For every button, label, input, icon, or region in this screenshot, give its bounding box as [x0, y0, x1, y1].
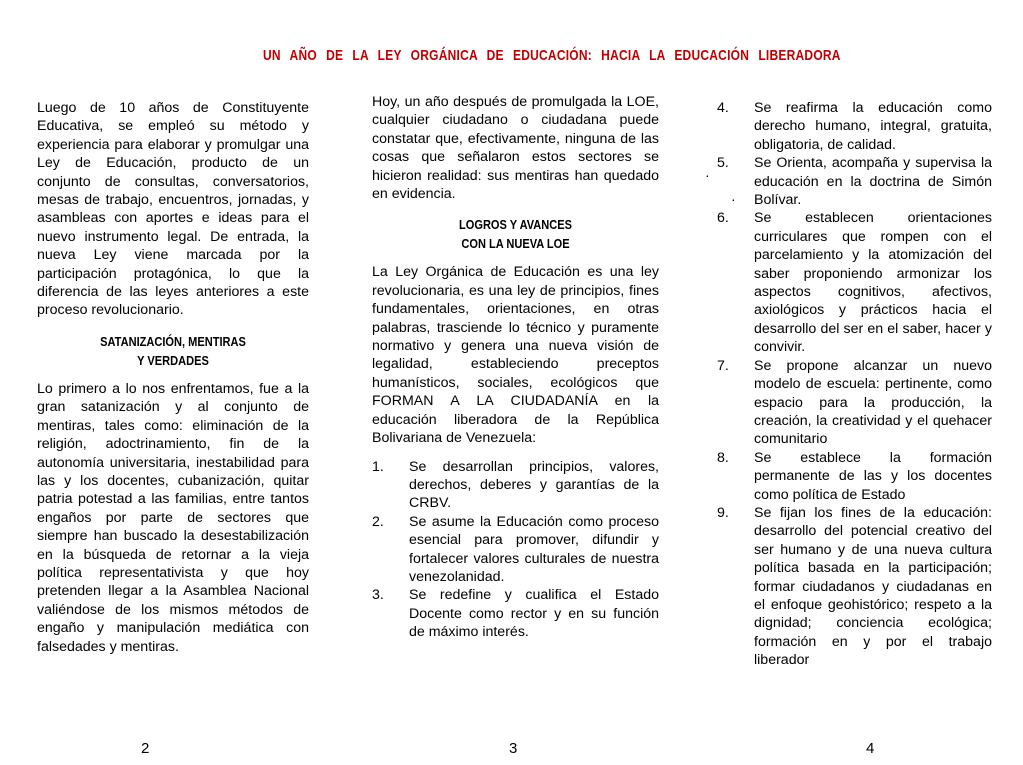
page-number-3: 3 — [509, 740, 518, 757]
list-item-text: Se establece la formación permanente de las y los docentes como política de Estado — [754, 449, 992, 503]
stray-dot: · — [731, 191, 736, 207]
list-item-text: Se redefine y cualifica el Estado Docente como rector y en su función de máximo interés. — [409, 587, 659, 641]
list-item — [372, 586, 659, 641]
list-item-text: Se Orienta, acompaña y supervisa la educación en la doctrina de Simón Bolívar. — [754, 155, 992, 209]
page-number-2: 2 — [141, 740, 150, 757]
list-item-text: Se propone alcanzar un nuevo modelo de escuela: pertinente, como espacio para la producción, la creación, la creatividad y el quehacer comunitario — [754, 357, 992, 448]
page-number-4: 4 — [866, 740, 875, 757]
list-item-text: Se establecen orientaciones curriculares que rompen con el parcelamiento y la atomización del saber proponiendo armonizar los aspectos cognitivos, afectivos, axiológicos y prácticos hacia el desarrollo del ser en el saber, hacer y convivir. — [754, 210, 992, 356]
column-page-3 — [372, 93, 659, 642]
list-item-number: 5. — [717, 155, 729, 172]
list-item-number: 7. — [717, 357, 729, 374]
hoy-paragraph: Hoy, un año después de promulgada la LOE, cualquier ciudadano o ciudadana puede constatar que, efectivamente, ninguna de las cosas que señalaron estos sectores se hicieron realidad: sus mentiras han quedado en evidencia. — [372, 94, 659, 203]
list-item-text: Se asume la Educación como proceso esencial para promover, difundir y fortalecer valores culturales de nuestra venezolanidad. — [409, 513, 659, 585]
list-item — [717, 154, 992, 209]
column-page-2 — [37, 99, 309, 656]
achievements-list-part1 — [372, 458, 659, 642]
list-item — [717, 209, 992, 356]
ley-paragraph: La Ley Orgánica de Educación es una ley revolucionaria, es una ley de principios, fines fundamentales, orientaciones, en otras palabras, trasciende lo técnico y puramente normativo y genera una nueva visión de legalidad, estableciendo preceptos humanísticos, sociales, ecológicos que FORMAN A LA CIUDADANÍA en la educación liberadora de la República Bolivariana de Venezuela: — [372, 264, 659, 447]
stray-dot: · — [705, 167, 710, 183]
section-heading-line: LOGROS Y AVANCES — [459, 217, 572, 233]
list-item-text: Se desarrollan principios, valores, derechos, deberes y garantías de la CRBV. — [409, 458, 659, 512]
list-item-text: Se reafirma la educación como derecho humano, integral, gratuita, obligatoria, de calidad. — [754, 100, 992, 153]
section-heading-line: Y VERDADES — [137, 352, 209, 368]
list-item — [717, 449, 992, 504]
page-title: UN AÑO DE LA LEY ORGÁNICA DE EDUCACIÓN: HACIA LA EDUCACIÓN LIBERADORA — [263, 47, 841, 64]
list-item-number: 4. — [717, 100, 729, 116]
list-item-number: 6. — [717, 210, 729, 227]
list-item-text: Se fijan los fines de la educación: desarrollo del potencial creativo del ser humano y de una nueva cultura política basada en la participación; formar ciudadanos y ciudadanas en el enfoque geohistórico; respeto a la dignidad; conciencia ecológica; formación en y por el trabajo liberador — [754, 504, 992, 669]
section-heading-logros — [394, 215, 638, 253]
list-item-number: 8. — [717, 449, 729, 466]
list-item-number: 1. — [372, 458, 384, 475]
list-item-number: 9. — [717, 504, 729, 521]
satanizacion-paragraph: Lo primero a lo nos enfrentamos, fue a la gran satanización y al conjunto de mentiras, tales como: eliminación de la religión, adoctrinamiento, fin de la autonomía universitaria, inestabilidad para las y los docentes, cubanización, quitar patria potestad a las familias, entre tantos engaños por parte de sectores que siempre han buscado la desestabilización en la búsqueda de retornar a la vieja política representativista y que hoy pretenden llegar a la Asamblea Nacional valiéndose de los mismos métodos de engaño y manipulación mediática con falsedades y mentiras. — [37, 380, 309, 655]
achievements-list-part2 — [717, 99, 992, 670]
section-heading-satanizacion — [57, 332, 288, 370]
list-item — [717, 99, 992, 154]
list-item — [717, 357, 992, 449]
column-page-4 — [717, 99, 992, 670]
list-item-number: 3. — [372, 587, 384, 604]
list-item-number: 2. — [372, 513, 384, 530]
list-item — [372, 513, 659, 587]
section-heading-line: CON LA NUEVA LOE — [461, 236, 570, 252]
list-item — [372, 458, 659, 513]
section-heading-line: SATANIZACIÓN, MENTIRAS — [100, 333, 246, 349]
list-item — [717, 504, 992, 670]
intro-paragraph: Luego de 10 años de Constituyente Educativa, se empleó su método y experiencia para elaborar y promulgar una Ley de Educación, producto de un conjunto de consultas, conversatorios, mesas de trabajo, encuentros, jornadas, y asambleas con aportes e ideas para el nuevo instrumento legal. De entrada, la nueva Ley viene marcada por la participación protagónica, lo que la diferencia de las leyes anteriores a este proceso revolucionario. — [37, 100, 309, 319]
